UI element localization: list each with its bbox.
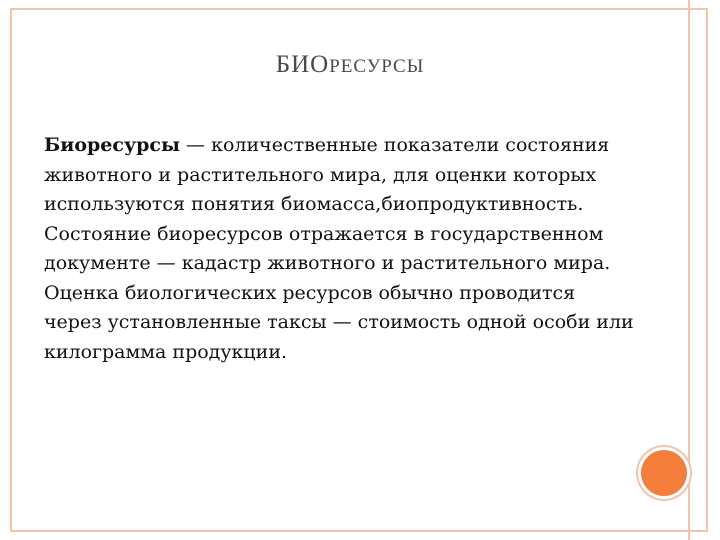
title-first-letter: Б xyxy=(275,51,292,78)
term-bold: Биоресурсы xyxy=(44,134,181,156)
title-letters-big: ИО xyxy=(291,51,330,78)
orange-circle-icon xyxy=(641,450,687,496)
definition-text: — количественные показатели состояния животного и растительного мира, для оценки которых используются понятия биомасса,биопродуктивность. Состояние биоресурсов отражается в государственном документе — кадастр животного и растительного мира. Оценка биологических ресурсов обычно проводится через установленные таксы — стоимость одной особи или килограмма продукции. xyxy=(44,134,634,363)
slide-title xyxy=(0,50,700,83)
body-text xyxy=(44,131,634,367)
title-letters-small: РЕСУРСЫ xyxy=(329,56,425,77)
